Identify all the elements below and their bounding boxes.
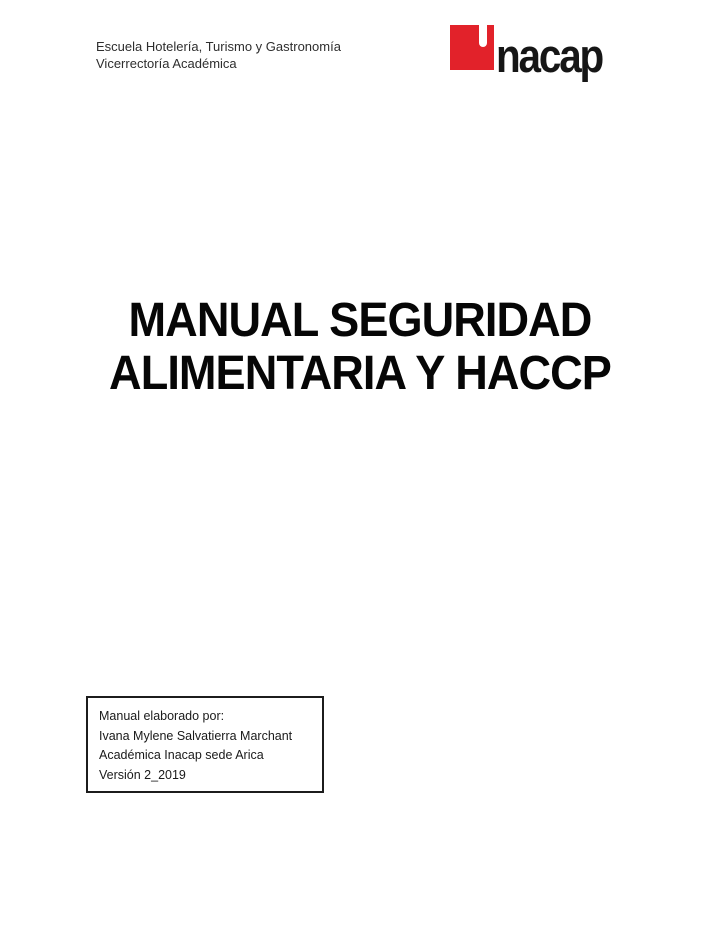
credits-box bbox=[86, 696, 324, 793]
inacap-notch-icon bbox=[479, 25, 487, 47]
document-title bbox=[22, 294, 699, 400]
title-line-2: ALIMENTARIA Y HACCP bbox=[109, 347, 611, 400]
title-line-1: MANUAL SEGURIDAD bbox=[128, 294, 592, 347]
inacap-logo bbox=[450, 25, 620, 82]
credits-elaborated-by: Manual elaborado por: bbox=[99, 709, 225, 723]
org-line-vicerrectoria: Vicerrectoría Académica bbox=[96, 55, 237, 71]
credits-version: Versión 2_2019 bbox=[99, 767, 186, 782]
inacap-square-icon bbox=[450, 25, 494, 70]
org-info-block bbox=[96, 39, 341, 72]
credits-author: Ivana Mylene Salvatierra Marchant bbox=[99, 728, 293, 743]
inacap-wordmark: nacap bbox=[496, 29, 603, 82]
credits-role: Académica Inacap sede Arica bbox=[99, 748, 264, 762]
org-line-school: Escuela Hotelería, Turismo y Gastronomía bbox=[96, 39, 341, 54]
